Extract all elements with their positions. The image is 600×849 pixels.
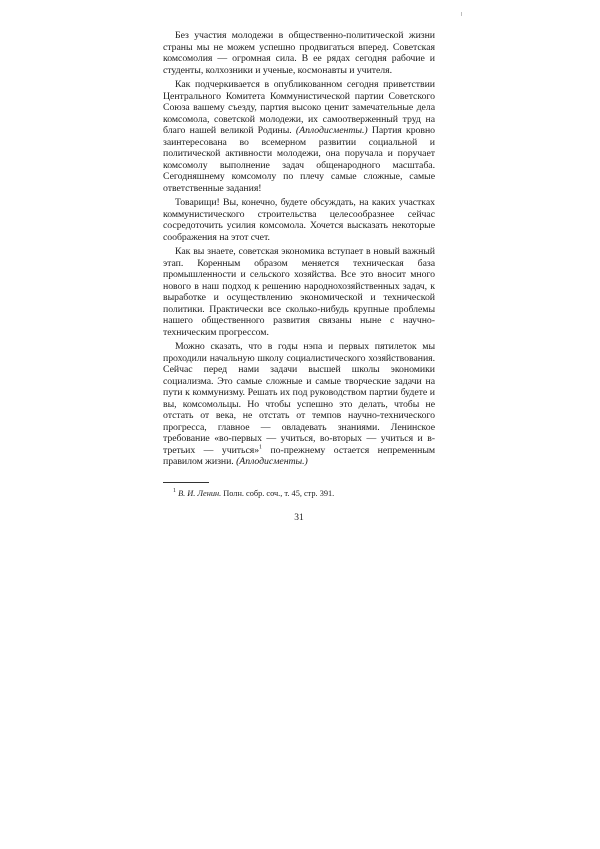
paragraph-1 (163, 30, 435, 76)
paragraph-1-text: Без участия молодежи в общественно-политической жизни страны мы не можем успешно продвигаться вперед. Советская комсомолия — огромная сила. В ее рядах сегодня рабочие и студенты, колхозники и ученые, космонавты и учителя. (163, 30, 435, 76)
page-number: 31 (294, 512, 304, 523)
paragraph-2 (163, 79, 435, 194)
document-page (163, 30, 435, 523)
paragraph-4-text: Как вы знаете, советская экономика вступает в новый важный этап. Коренным образом меняется техническая база промышленности и сельского хозяйства. Все это вносит много нового в наш подход к решению народнохозяйственных задач, к выработке и осуществлению экономической и технической политики. Практически все сколько-нибудь крупные проблемы нашего общественного развития связаны ныне с научно-техническим прогрессом. (163, 246, 435, 338)
paragraph-5-text: Можно сказать, что в годы нэпа и первых пятилеток мы проходили начальную школу социалистического хозяйствования. Сейчас перед нами задачи высшей школы экономики социализма. Это самые сложные и самые творческие задачи на пути к коммунизму. Решать их под руководством партии будете и вы, комсомольцы. Но чтобы успешно это делать, чтобы не отстать от века, не отстать от темпов научно-технического прогресса, главное — овладевать знаниями. Ленинское требование «во-первых — учиться, во-вторых — учиться и в-третьих — учиться» (163, 341, 435, 456)
scan-speck (461, 12, 462, 16)
footnote-text: Полн. собр. соч., т. 45, стр. 391. (223, 488, 335, 498)
applause-note: (Аплодисменты.) (236, 456, 308, 467)
paragraph-3-text: Товарищи! Вы, конечно, будете обсуждать, на каких участках коммунистического строительства целесообразнее сейчас сосредоточить усилия комсомола. Хочется высказать некоторые соображения на этот счет. (163, 197, 435, 243)
footnote-reference: 1 (259, 444, 262, 451)
paragraph-4 (163, 246, 435, 338)
paragraph-2-text: Как подчеркивается в опубликованном сегодня приветствии Центрального Комитета Коммунистической партии Советского Союза вашему съезду, партия высоко ценит замечательные дела комсомола, советской молодежи, их самоотверженный труд на благо нашей великой Родины. (163, 79, 435, 136)
footnote-divider (163, 482, 209, 483)
paragraph-5-text-after: по-прежнему остается непременным правилом жизни. (163, 444, 435, 467)
footnote (163, 489, 435, 499)
paragraph-5 (163, 341, 435, 468)
paragraph-2-text-after: Партия кровно заинтересована во всемерном развитии социальной и политической активности молодежи, она поручала и поручает комсомолу выполнение задач общенародного масштаба. Сегодняшнему комсомолу по плечу самые сложные, самые ответственные задания! (163, 125, 436, 194)
footnote-author: В. И. Ленин. (178, 488, 222, 498)
paragraph-3 (163, 197, 435, 243)
applause-note: (Аплодисменты.) (295, 125, 368, 136)
footnote-mark: 1 (173, 487, 176, 494)
